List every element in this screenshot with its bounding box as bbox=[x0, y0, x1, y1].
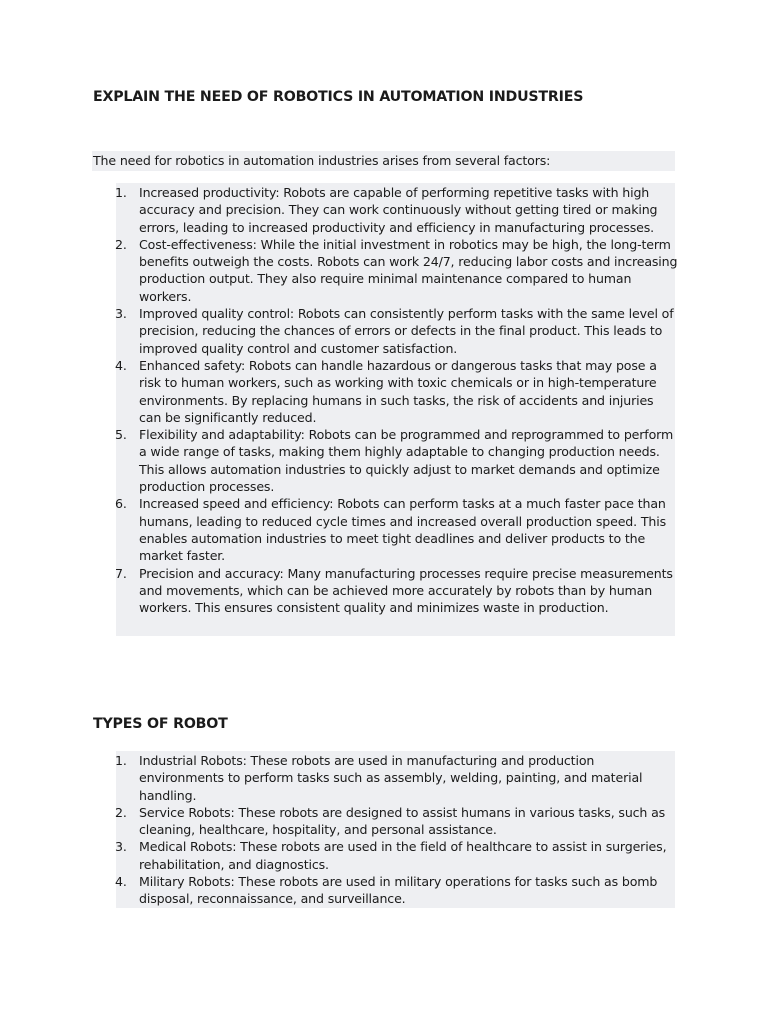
list-item-number: 3. bbox=[115, 306, 127, 322]
intro-paragraph: The need for robotics in automation industries arises from several factors: bbox=[93, 153, 551, 168]
section-heading-robot-types: TYPES OF ROBOT bbox=[93, 716, 228, 732]
needs-list bbox=[115, 184, 679, 616]
list-item-text: Enhanced safety: Robots can handle hazardous or dangerous tasks that may pose a risk to human workers, such as working with toxic chemicals or in high-temperature environments. By replacing humans in such tasks, the risk of accidents and injuries can be significantly reduced. bbox=[139, 357, 657, 425]
list-item-text: Increased productivity: Robots are capable of performing repetitive tasks with high accuracy and precision. They can work continuously without getting tired or making errors, leading to increased productivity and efficiency in manufacturing processes. bbox=[139, 185, 658, 235]
list-item-text: Industrial Robots: These robots are used in manufacturing and production environments to perform tasks such as assembly, welding, painting, and material handling. bbox=[139, 753, 643, 803]
list-item-text: Service Robots: These robots are designed to assist humans in various tasks, such as cleaning, healthcare, hospitality, and personal assistance. bbox=[139, 804, 666, 838]
list-item-text: Increased speed and efficiency: Robots can perform tasks at a much faster pace than humans, leading to reduced cycle times and increased overall production speed. This enables automation industries to meet tight deadlines and deliver products to the market faster. bbox=[139, 496, 666, 564]
list-item bbox=[115, 873, 679, 908]
list-item bbox=[115, 357, 679, 426]
list-item bbox=[115, 838, 679, 873]
list-item-text: Precision and accuracy: Many manufacturing processes require precise measurements and movements, which can be achieved more accurately by robots than by human workers. This ensures consistent quality and minimizes waste in production. bbox=[139, 565, 673, 616]
list-item-number: 4. bbox=[115, 357, 127, 373]
list-item bbox=[115, 184, 679, 236]
list-item bbox=[115, 305, 679, 357]
list-item bbox=[115, 752, 679, 804]
section-heading-robotics-need: EXPLAIN THE NEED OF ROBOTICS IN AUTOMATION INDUSTRIES bbox=[93, 89, 584, 105]
list-item-number: 3. bbox=[115, 839, 127, 855]
list-item-number: 5. bbox=[115, 427, 127, 443]
list-item-number: 1. bbox=[115, 185, 127, 200]
list-item-number: 1. bbox=[115, 753, 127, 768]
list-item-text: Medical Robots: These robots are used in the field of healthcare to assist in surgeries, rehabilitation, and diagnostics. bbox=[139, 839, 667, 872]
list-item-text: Cost-effectiveness: While the initial investment in robotics may be high, the long-term benefits outweigh the costs. Robots can work 24/7, reducing labor costs and increasing production output. They also require minimal maintenance compared to human workers. bbox=[139, 236, 678, 304]
list-item-number: 2. bbox=[115, 236, 127, 252]
list-item-number: 6. bbox=[115, 496, 127, 512]
robot-types-list bbox=[115, 752, 679, 908]
list-item-text: Flexibility and adaptability: Robots can be programmed and reprogrammed to perform a wide range of tasks, making them highly adaptable to changing production needs. This allows automation industries to quickly adjust to market demands and optimize production processes. bbox=[139, 427, 674, 495]
list-item bbox=[115, 565, 679, 617]
list-item-number: 7. bbox=[115, 565, 127, 581]
list-item bbox=[115, 804, 679, 839]
list-item bbox=[115, 426, 679, 495]
list-item-number: 4. bbox=[115, 874, 127, 890]
list-item-text: Military Robots: These robots are used in military operations for tasks such as bomb disposal, reconnaissance, and surveillance. bbox=[139, 874, 658, 907]
list-item bbox=[115, 495, 679, 564]
list-item-text: Improved quality control: Robots can consistently perform tasks with the same level of precision, reducing the chances of errors or defects in the final product. This leads to improved quality control and customer satisfaction. bbox=[139, 306, 674, 356]
list-item-number: 2. bbox=[115, 804, 127, 820]
list-item bbox=[115, 236, 679, 305]
